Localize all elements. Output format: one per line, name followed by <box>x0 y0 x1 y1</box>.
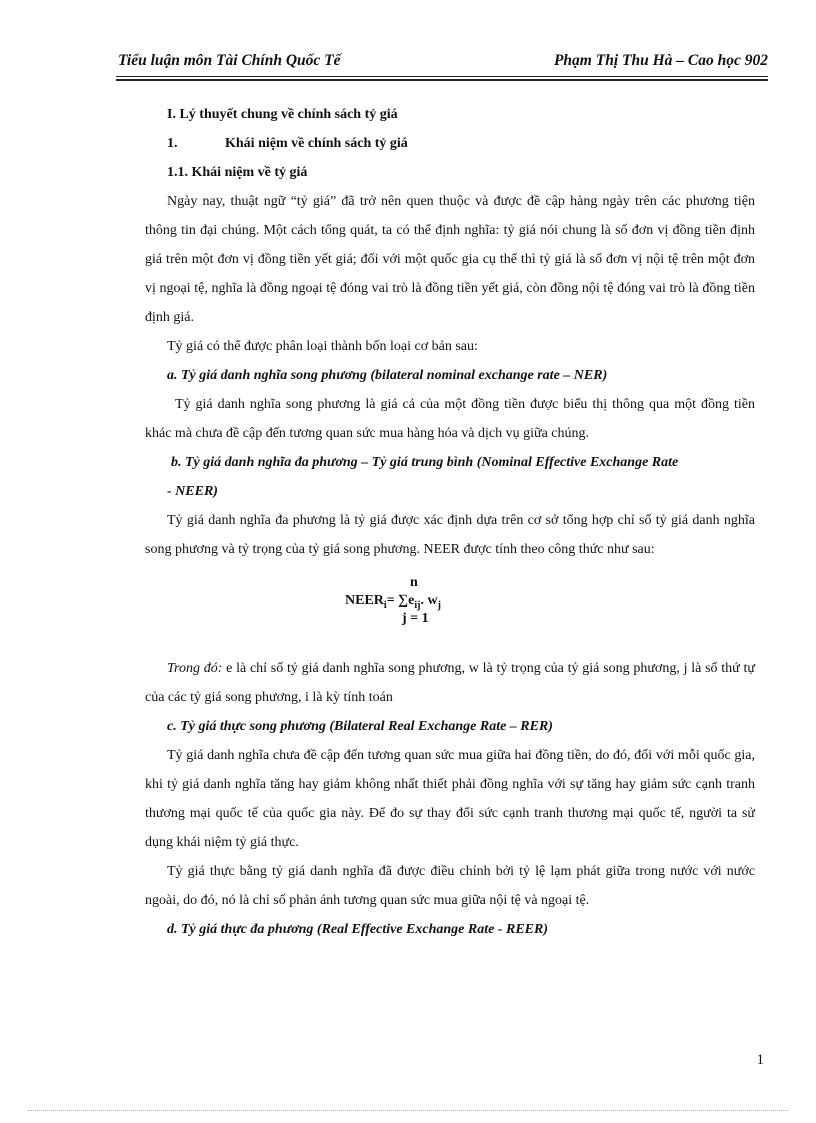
paragraph-definition: Ngày nay, thuật ngữ “tỷ giá” đã trở nên quen thuộc và được đề cập hàng ngày trên các phương tiện thông tin đại chúng. Một cách tổng quát, ta có thể định nghĩa: tỷ giá nói chung là số đơn vị đồng tiền định giá trên một đơn vị đồng tiền yết giá; đối với một quốc gia cụ thể thì tỷ giá là số đơn vị nội tệ trên một đơn vị ngoại tệ, nghĩa là đồng ngoại tệ đóng vai trò là đồng tiền yết giá, còn đồng nội tệ đóng vai trò là đồng tiền định giá. <box>145 194 755 325</box>
where-text: e là chỉ số tỷ giá danh nghĩa song phương, w là tỷ trọng của tỷ giá song phương, j là số thứ tự của các tỷ giá song phương, i là kỳ tính toán <box>145 661 755 705</box>
formula-upper-limit: n <box>410 575 418 590</box>
subheading-b-line1: b. Tỷ giá danh nghĩa đa phương – Tỷ giá trung bình (Nominal Effective Exchange Rate <box>171 455 679 470</box>
section-heading-2 <box>167 129 755 158</box>
page-number: 1 <box>756 1052 764 1068</box>
formula-w-sub: j <box>437 599 441 611</box>
subheading-b <box>167 448 755 506</box>
formula-lower-limit: j = 1 <box>402 611 429 626</box>
formula-sum: = ∑e <box>386 593 415 608</box>
section-heading-3: 1.1. Khái niệm về tỷ giá <box>167 165 308 180</box>
subheading-d: d. Tỷ giá thực đa phương (Real Effective Exchange Rate - REER) <box>167 922 549 937</box>
heading-2-number: 1. <box>167 136 178 151</box>
where-label: Trong đó: <box>167 661 223 676</box>
formula-lhs: NEER <box>345 593 384 608</box>
paragraph-b: Tỷ giá danh nghĩa đa phương là tỷ giá được xác định dựa trên cơ sở tổng hợp chỉ số tỷ giá danh nghĩa song phương và tỷ trọng của tỷ giá song phương. NEER được tính theo công thức như sau: <box>145 513 755 557</box>
formula-e-sub: ij <box>414 599 421 611</box>
page-bottom-border <box>28 1110 788 1111</box>
paragraph-c2: Tỷ giá thực bằng tỷ giá danh nghĩa đã được điều chỉnh bởi tỷ lệ lạm phát giữa trong nước với nước ngoài, do đó, nó là chỉ số phản ánh tương quan sức mua giữa nội tệ và ngoại tệ. <box>145 864 755 908</box>
formula-weight: . w <box>420 593 438 608</box>
paragraph-a: Tỷ giá danh nghĩa song phương là giá cả của một đồng tiền được biểu thị thông qua một đồng tiền khác mà chưa đề cập đến tương quan sức mua hàng hóa và dịch vụ giữa chúng. <box>145 397 755 441</box>
header-course-title: Tiểu luận môn Tài Chính Quốc Tế <box>118 52 341 69</box>
paragraph-c1: Tỷ giá danh nghĩa chưa đề cập đến tương quan sức mua giữa hai đồng tiền, do đó, đối với mỗi quốc gia, khi tỷ giá danh nghĩa tăng hay giảm không nhất thiết phải đồng nghĩa với sự tăng hay giảm sức cạnh tranh thương mại quốc tế của quốc gia này. Để đo sự thay đổi sức cạnh tranh thương mại quốc tế, người ta sử dụng khái niệm tỷ giá thực. <box>145 748 755 850</box>
subheading-a: a. Tỷ giá danh nghĩa song phương (bilateral nominal exchange rate – NER) <box>167 368 608 383</box>
subheading-c: c. Tỷ giá thực song phương (Bilateral Real Exchange Rate – RER) <box>167 719 553 734</box>
header-author: Phạm Thị Thu Hà – Cao học 902 <box>553 52 768 69</box>
formula-lhs-sub: i <box>383 599 387 611</box>
heading-2-text: Khái niệm về chính sách tỷ giá <box>225 136 408 151</box>
page-header <box>118 52 768 76</box>
paragraph-classification: Tỷ giá có thể được phân loại thành bốn loại cơ bản sau: <box>167 339 478 354</box>
header-divider <box>116 76 768 81</box>
section-heading-1: I. Lý thuyết chung về chính sách tỷ giá <box>167 107 398 122</box>
neer-formula <box>145 572 755 646</box>
paragraph-where <box>145 654 755 712</box>
subheading-b-line2: - NEER) <box>167 484 218 499</box>
document-body <box>145 100 755 944</box>
